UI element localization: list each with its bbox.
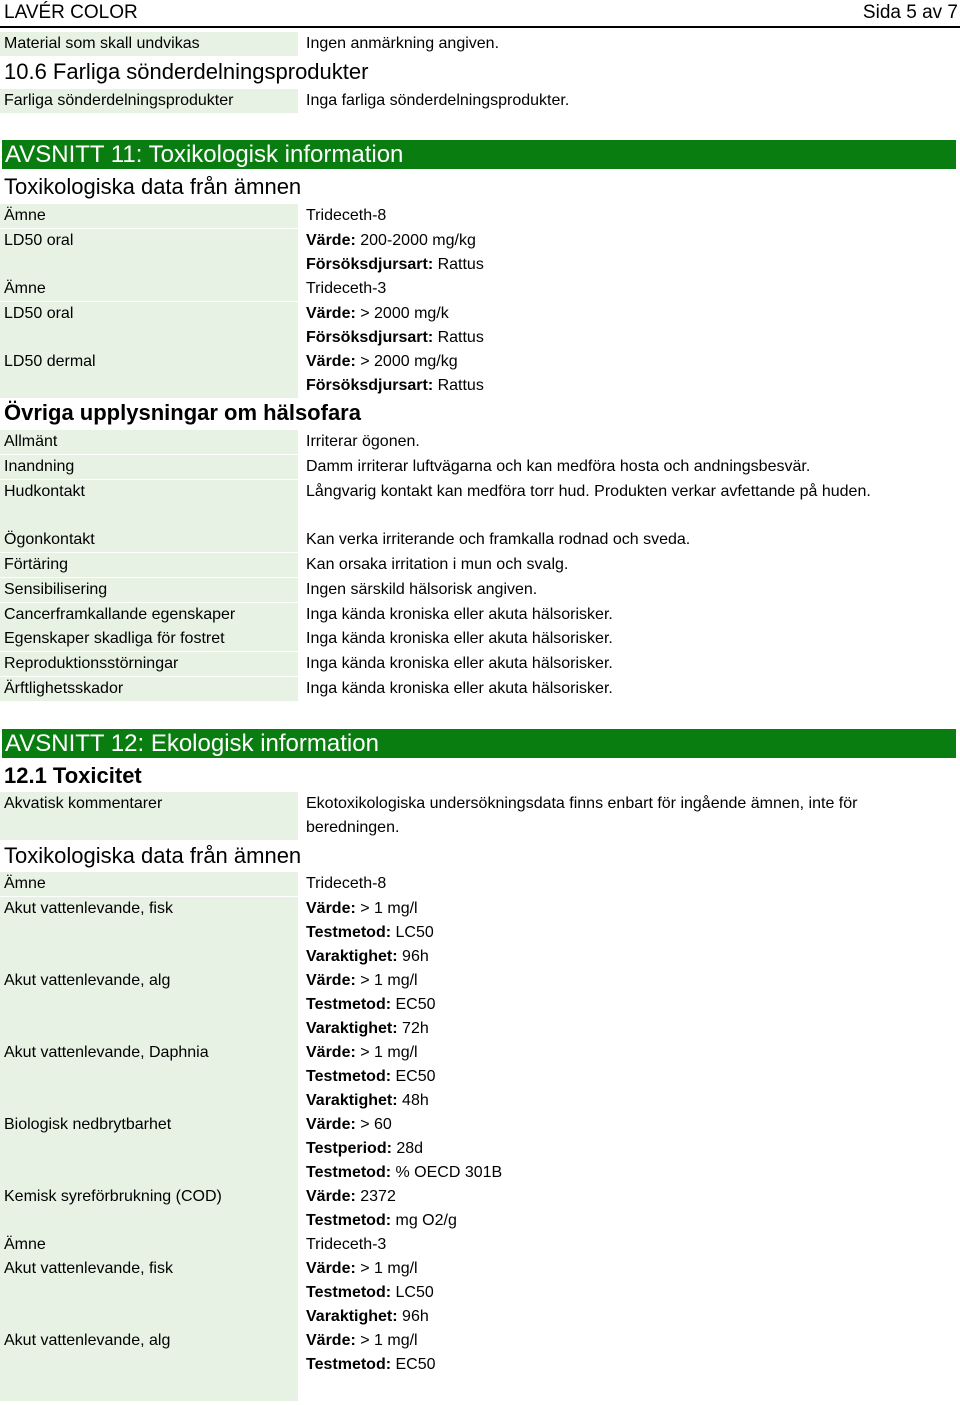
row-value: Värde: 2372 Testmetod: mg O2/g [306,1188,457,1229]
row-label: Akut vattenlevande, alg [0,969,298,1041]
row-value: Inga kända kroniska eller akuta hälsorisker. [306,606,613,623]
row-label: Akvatisk kommentarer [0,792,298,840]
row-label: Ämne [0,872,298,896]
row-value: Irriterar ögonen. [306,433,420,450]
row-value: Trideceth-3 [306,280,387,297]
table-row [0,627,960,651]
row-label: Ämne [0,1233,298,1257]
row-value: Trideceth-8 [306,875,387,892]
row-label: Kemisk syreförbrukning (COD) [0,1185,298,1233]
row-label: Farliga sönderdelningsprodukter [0,89,298,113]
table-row [0,1329,960,1401]
row-label: Material som skall undvikas [0,32,298,56]
subsection-heading: Toxikologiska data från ämnen [4,174,302,199]
subsection-heading: Toxikologiska data från ämnen [4,843,302,868]
table-row [0,792,960,840]
row-label: Ämne [0,204,298,228]
page-number: Sida 5 av 7 [862,2,958,23]
row-label: Förtäring [0,553,298,577]
table-row [0,897,960,969]
subsection-heading: 10.6 Farliga sönderdelningsprodukter [4,59,369,84]
row-value: Inga kända kroniska eller akuta hälsorisker. [306,630,613,647]
table-row [0,603,960,627]
table-row [0,872,960,896]
row-value: Inga farliga sönderdelningsprodukter. [306,92,570,109]
row-value: Kan orsaka irritation i mun och svalg. [306,556,569,573]
table-row [0,1041,960,1113]
row-value: Långvarig kontakt kan medföra torr hud. Produkten verkar avfettande på huden. [306,483,871,500]
row-value: Kan verka irriterande och framkalla rodnad och sveda. [306,531,691,548]
row-value: Inga kända kroniska eller akuta hälsorisker. [306,680,613,697]
table-row [0,652,960,676]
row-value: Värde: > 60 Testperiod: 28d Testmetod: % OECD 301B [306,1116,503,1181]
table-row [0,677,960,701]
table-row [0,350,960,398]
table-row [0,430,960,454]
row-value: Ingen anmärkning angiven. [306,35,500,52]
table-row [0,229,960,277]
table-row [0,969,960,1041]
row-label: Akut vattenlevande, fisk [0,1257,298,1329]
row-value: Värde: > 1 mg/l Testmetod: EC50 Varaktighet: 48h [306,1044,436,1109]
row-label: Inandning [0,455,298,479]
row-label: Ögonkontakt [0,528,298,552]
row-value: Trideceth-3 [306,1236,387,1253]
table-row [0,204,960,228]
table-row [0,1185,960,1233]
table-row [0,553,960,577]
section-11-title: AVSNITT 11: Toxikologisk information [2,140,956,169]
section-12-title: AVSNITT 12: Ekologisk information [2,729,956,758]
table-row [0,1233,960,1257]
table-row [0,32,960,56]
row-label: Ärftlighetsskador [0,677,298,701]
table-row [0,1257,960,1329]
row-label: Hudkontakt [0,480,298,528]
row-label: Allmänt [0,430,298,454]
row-label: Ämne [0,277,298,301]
table-row [0,89,960,113]
table-row [0,480,960,528]
row-label: LD50 dermal [0,350,298,398]
row-value: Värde: > 1 mg/l Testmetod: EC50 Varaktighet: 72h [306,972,436,1037]
page-header [0,0,960,28]
table-row [0,528,960,552]
row-label: Cancerframkallande egenskaper [0,603,298,627]
table-row [0,578,960,602]
document-title: LAVÉR COLOR [4,2,138,23]
row-value: Värde: > 1 mg/l Testmetod: LC50 Varaktighet: 96h [306,900,434,965]
row-label: Akut vattenlevande, alg [0,1329,298,1401]
row-label: LD50 oral [0,229,298,277]
row-value: Ekotoxikologiska undersökningsdata finns enbart för ingående ämnen, inte för beredningen. [306,795,858,836]
row-label: Biologisk nedbrytbarhet [0,1113,298,1185]
row-value: Värde: > 2000 mg/kg Försöksdjursart: Rattus [306,353,484,394]
table-row [0,1113,960,1185]
row-label: Akut vattenlevande, Daphnia [0,1041,298,1113]
table-row [0,277,960,301]
row-value: Ingen särskild hälsorisk angiven. [306,581,538,598]
row-value: Värde: > 1 mg/l Testmetod: EC50 [306,1332,436,1373]
table-row [0,302,960,350]
row-value: Trideceth-8 [306,207,387,224]
row-label: Reproduktionsstörningar [0,652,298,676]
row-value: Inga kända kroniska eller akuta hälsorisker. [306,655,613,672]
row-value: Värde: 200-2000 mg/kg Försöksdjursart: Rattus [306,232,484,273]
row-label: Akut vattenlevande, fisk [0,897,298,969]
row-label: Egenskaper skadliga för fostret [0,627,298,651]
subsection-heading: Övriga upplysningar om hälsofara [4,400,361,425]
row-label: Sensibilisering [0,578,298,602]
row-label: LD50 oral [0,302,298,350]
row-value: Värde: > 2000 mg/k Försöksdjursart: Rattus [306,305,484,346]
table-row [0,455,960,479]
row-value: Damm irriterar luftvägarna och kan medföra hosta och andningsbesvär. [306,458,811,475]
row-value: Värde: > 1 mg/l Testmetod: LC50 Varaktighet: 96h [306,1260,434,1325]
subsection-heading: 12.1 Toxicitet [4,763,142,788]
